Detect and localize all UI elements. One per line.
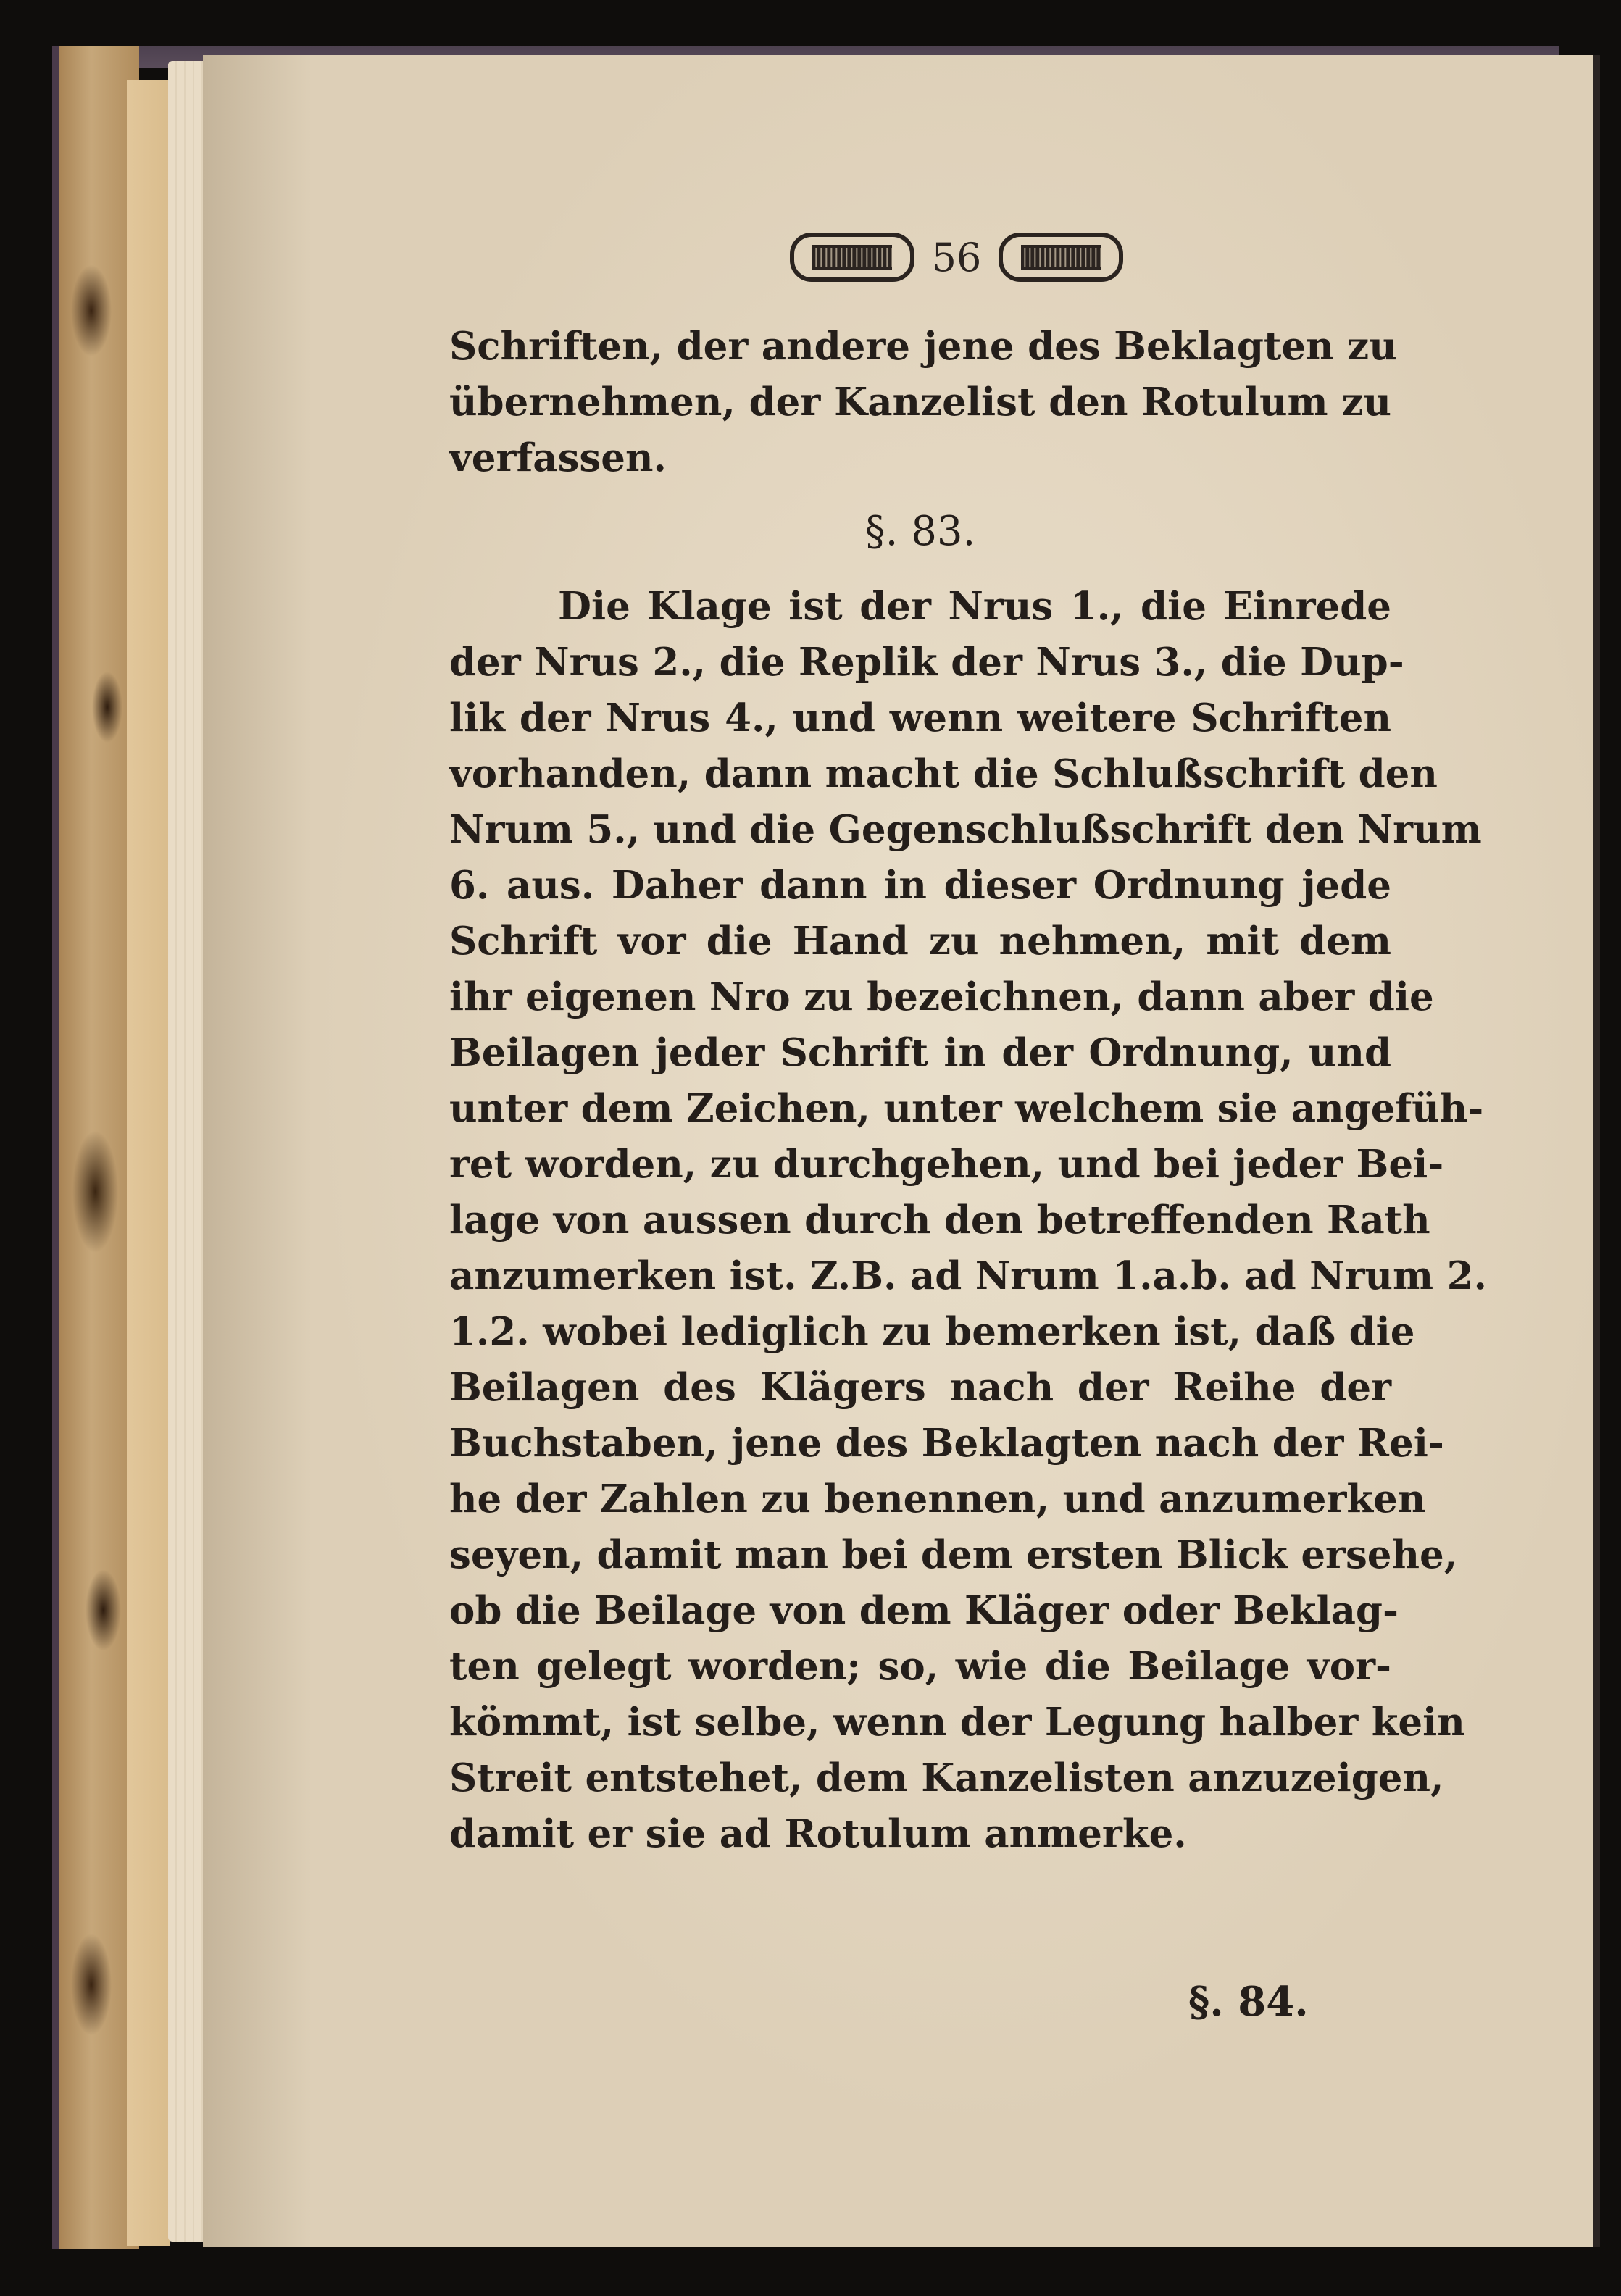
text-line: der Nrus 2., die Replik der Nrus 3., die Dup- [449, 640, 1404, 685]
text-line: he der Zahlen zu benennen, und anzumerken [449, 1477, 1426, 1521]
page-text-block [449, 319, 1487, 1862]
text-line: seyen, damit man bei dem ersten Blick ersehe, [449, 1532, 1458, 1577]
right-ornament-icon [999, 233, 1123, 282]
text-line: vorhanden, dann macht die Schlußschrift den [449, 751, 1438, 796]
text-line: Buchstaben, jene des Beklagten nach der Rei- [449, 1421, 1444, 1466]
section-heading: §. 83. [864, 508, 976, 555]
text-line: ret worden, zu durchgehen, und bei jeder Bei- [449, 1142, 1444, 1187]
text-line: übernehmen, der Kanzelist den Rotulum zu [449, 380, 1391, 425]
book-spine-edge [127, 80, 170, 2246]
text-line: ob die Beilage von dem Kläger oder Beklag- [449, 1588, 1399, 1633]
page-header [710, 225, 1203, 290]
text-line: verfassen. [449, 435, 667, 480]
marbled-book-cover [52, 46, 139, 2249]
left-ornament-icon [790, 233, 914, 282]
text-line: Beilagen des Klägers nach der Reihe der [449, 1365, 1391, 1410]
catchword-next-section: §. 84. [1188, 1978, 1309, 2026]
text-line: ten gelegt worden; so, wie die Beilage vor- [449, 1644, 1391, 1689]
text-line: 6. aus. Daher dann in dieser Ordnung jede [449, 863, 1391, 908]
text-line: Beilagen jeder Schrift in der Ordnung, und [449, 1030, 1391, 1075]
text-line: kömmt, ist selbe, wenn der Legung halber kein [449, 1700, 1465, 1745]
text-line: anzumerken ist. Z.B. ad Nrum 1.a.b. ad Nrum 2. [449, 1253, 1487, 1298]
text-line: damit er sie ad Rotulum anmerke. [449, 1811, 1187, 1856]
text-line: lik der Nrus 4., und wenn weitere Schriften [449, 696, 1391, 740]
text-line: unter dem Zeichen, unter welchem sie angefüh- [449, 1086, 1484, 1131]
text-line: Streit entstehet, dem Kanzelisten anzuzeigen, [449, 1756, 1444, 1800]
page-number: 56 [931, 234, 982, 280]
text-line: Schriften, der andere jene des Beklagten zu [449, 324, 1397, 369]
text-line: Die Klage ist der Nrus 1., die Einrede [558, 584, 1391, 629]
text-line: lage von aussen durch den betreffenden Rath [449, 1198, 1430, 1243]
text-line: 1.2. wobei lediglich zu bemerken ist, daß die [449, 1309, 1415, 1354]
text-line: Schrift vor die Hand zu nehmen, mit dem [449, 919, 1391, 964]
text-line: Nrum 5., und die Gegenschlußschrift den Nrum [449, 807, 1482, 852]
text-line: ihr eigenen Nro zu bezeichnen, dann aber die [449, 974, 1434, 1019]
